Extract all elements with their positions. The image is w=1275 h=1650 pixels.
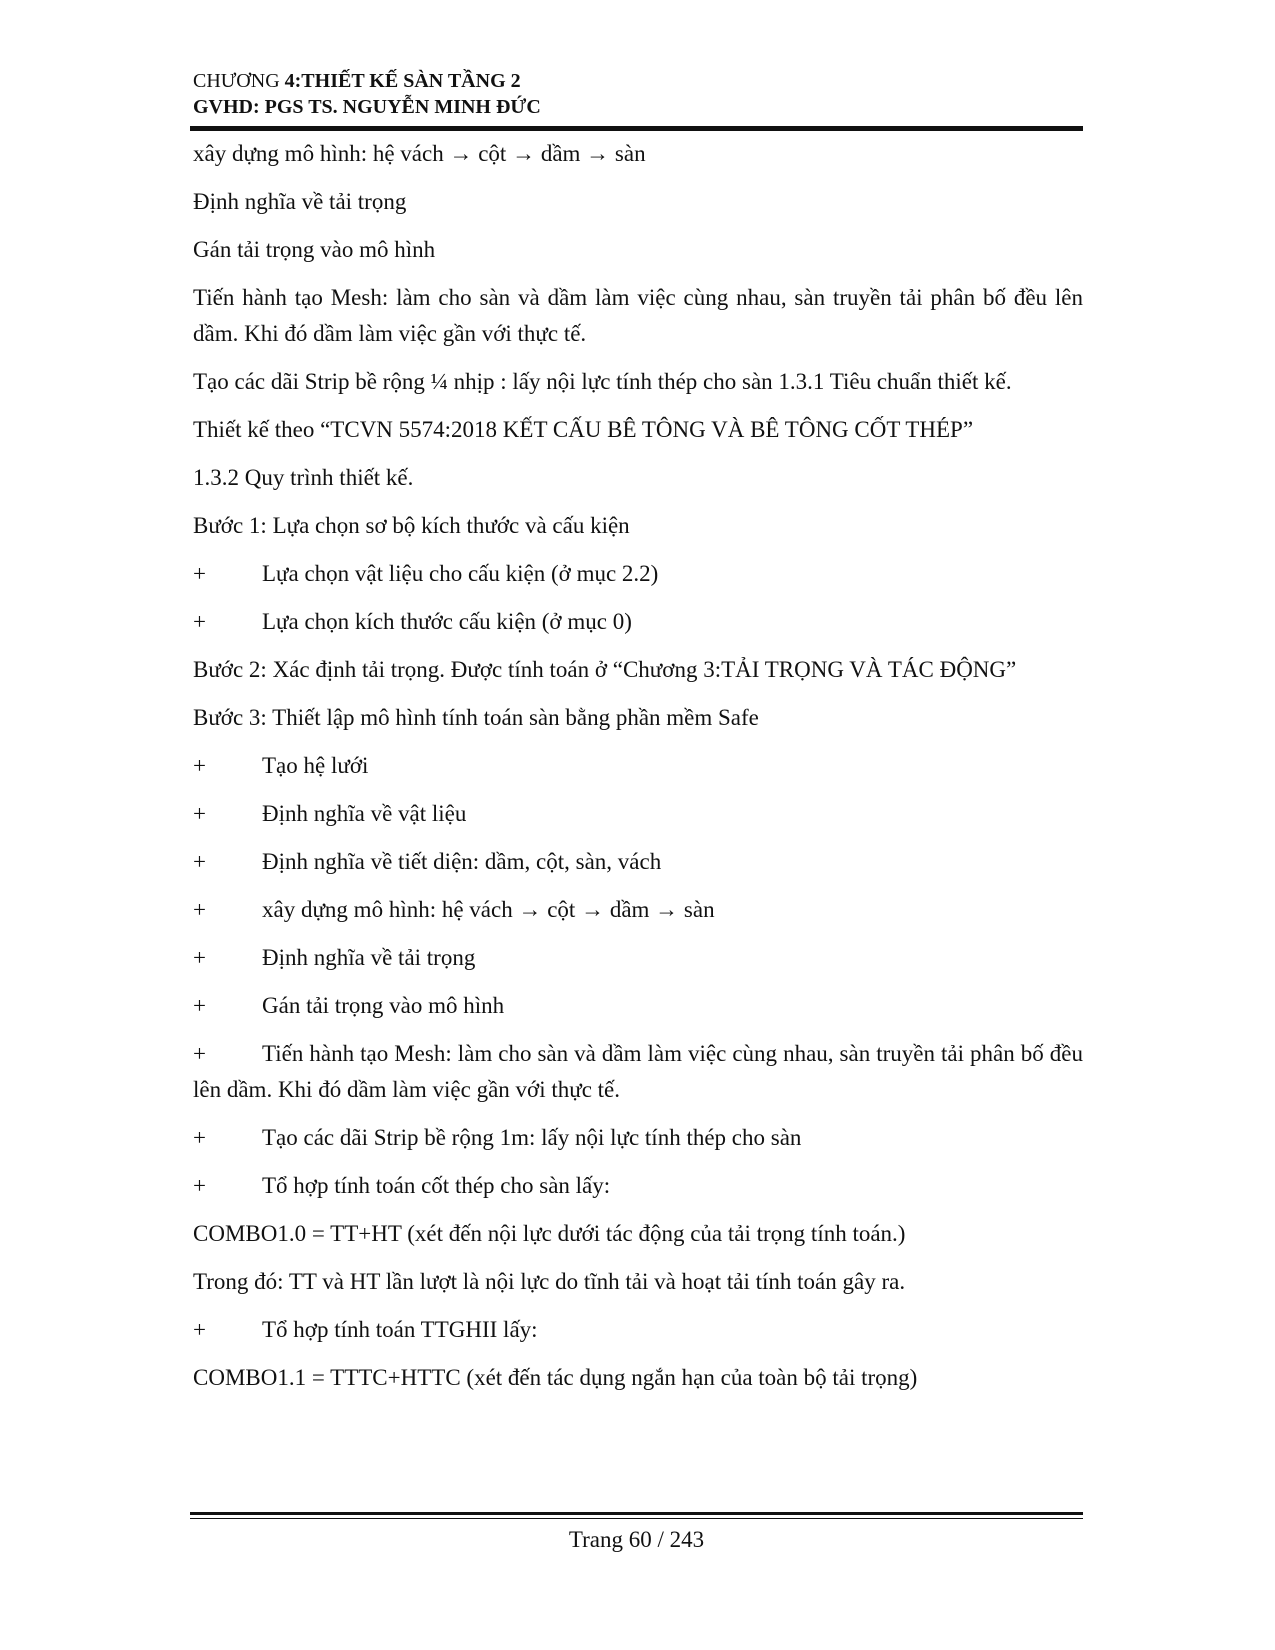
list-item-text: Tổ hợp tính toán TTGHII lấy: bbox=[262, 1317, 538, 1342]
footer-divider-thin bbox=[190, 1518, 1083, 1519]
step-heading: Bước 3: Thiết lập mô hình tính toán sàn bằng phần mềm Safe bbox=[193, 705, 759, 730]
bullet-mark: + bbox=[193, 1041, 206, 1066]
header-divider bbox=[190, 126, 1083, 131]
paragraph: Định nghĩa về tải trọng bbox=[193, 189, 407, 214]
list-item bbox=[193, 892, 1083, 928]
list-item-text: Định nghĩa về vật liệu bbox=[262, 801, 467, 826]
bullet-mark: + bbox=[193, 1125, 206, 1150]
chapter-title: 4:THIẾT KẾ SÀN TẦNG 2 bbox=[284, 70, 521, 92]
list-item bbox=[193, 1036, 1083, 1108]
section-heading: 1.3.2 Quy trình thiết kế. bbox=[193, 465, 414, 490]
list-item-text: Định nghĩa về tiết diện: dầm, cột, sàn, vách bbox=[262, 849, 662, 874]
list-item bbox=[193, 844, 1083, 880]
list-item-text: xây dựng mô hình: hệ vách → cột → dầm → sàn bbox=[262, 897, 715, 922]
list-item-text: Tiến hành tạo Mesh: làm cho sàn và dầm làm việc cùng nhau, sàn truyền tải phân bố đều lên dầm. Khi đó dầm làm việc gần với thực tế. bbox=[193, 1041, 1083, 1102]
list-item bbox=[193, 1168, 1083, 1204]
bullet-mark: + bbox=[193, 945, 206, 970]
list-item-text: Gán tải trọng vào mô hình bbox=[262, 993, 505, 1018]
footer-divider-thick bbox=[190, 1512, 1083, 1515]
bullet-mark: + bbox=[193, 801, 206, 826]
list-item bbox=[193, 604, 1083, 640]
list-item-text: Tạo hệ lưới bbox=[262, 753, 369, 778]
list-item bbox=[193, 748, 1083, 784]
bullet-mark: + bbox=[193, 561, 206, 586]
paragraph: Thiết kế theo “TCVN 5574:2018 KẾT CẤU BÊ TÔNG VÀ BÊ TÔNG CỐT THÉP” bbox=[193, 417, 974, 442]
paragraph: Tạo các dãi Strip bề rộng ¼ nhịp : lấy nội lực tính thép cho sàn 1.3.1 Tiêu chuẩn thiết kế. bbox=[193, 369, 1012, 394]
page-header bbox=[193, 68, 1083, 120]
list-item-text: Tạo các dãi Strip bề rộng 1m: lấy nội lực tính thép cho sàn bbox=[262, 1125, 802, 1150]
list-item bbox=[193, 940, 1083, 976]
step-heading: Bước 2: Xác định tải trọng. Được tính toán ở “Chương 3:TẢI TRỌNG VÀ TÁC ĐỘNG” bbox=[193, 657, 1017, 682]
list-item-text: Lựa chọn vật liệu cho cấu kiện (ở mục 2.2) bbox=[262, 561, 659, 586]
paragraph: Gán tải trọng vào mô hình bbox=[193, 237, 436, 262]
list-item bbox=[193, 1312, 1083, 1348]
bullet-mark: + bbox=[193, 897, 206, 922]
list-item-text: Tổ hợp tính toán cốt thép cho sàn lấy: bbox=[262, 1173, 611, 1198]
list-item bbox=[193, 796, 1083, 832]
advisor-line: GVHD: PGS TS. NGUYỄN MINH ĐỨC bbox=[193, 96, 541, 118]
bullet-mark: + bbox=[193, 849, 206, 874]
chapter-heading bbox=[193, 68, 1083, 94]
paragraph: Trong đó: TT và HT lần lượt là nội lực do tĩnh tải và hoạt tải tính toán gây ra. bbox=[193, 1269, 906, 1294]
bullet-mark: + bbox=[193, 609, 206, 634]
list-item bbox=[193, 556, 1083, 592]
formula-line: COMBO1.0 = TT+HT (xét đến nội lực dưới tác động của tải trọng tính toán.) bbox=[193, 1221, 906, 1246]
formula-line: COMBO1.1 = TTTC+HTTC (xét đến tác dụng ngắn hạn của toàn bộ tải trọng) bbox=[193, 1365, 918, 1390]
bullet-mark: + bbox=[193, 993, 206, 1018]
list-item bbox=[193, 988, 1083, 1024]
bullet-mark: + bbox=[193, 1173, 206, 1198]
bullet-mark: + bbox=[193, 753, 206, 778]
paragraph: xây dựng mô hình: hệ vách → cột → dầm → sàn bbox=[193, 141, 646, 166]
page-body bbox=[193, 136, 1083, 1408]
step-heading: Bước 1: Lựa chọn sơ bộ kích thước và cấu kiện bbox=[193, 513, 630, 538]
list-item-text: Lựa chọn kích thước cấu kiện (ở mục 0) bbox=[262, 609, 632, 634]
paragraph: Tiến hành tạo Mesh: làm cho sàn và dầm làm việc cùng nhau, sàn truyền tải phân bố đều lên dầm. Khi đó dầm làm việc gần với thực tế. bbox=[193, 285, 1083, 346]
list-item-text: Định nghĩa về tải trọng bbox=[262, 945, 476, 970]
list-item bbox=[193, 1120, 1083, 1156]
chapter-prefix: CHƯƠNG bbox=[193, 70, 285, 92]
bullet-mark: + bbox=[193, 1317, 206, 1342]
page-number: Trang 60 / 243 bbox=[568, 1527, 705, 1552]
